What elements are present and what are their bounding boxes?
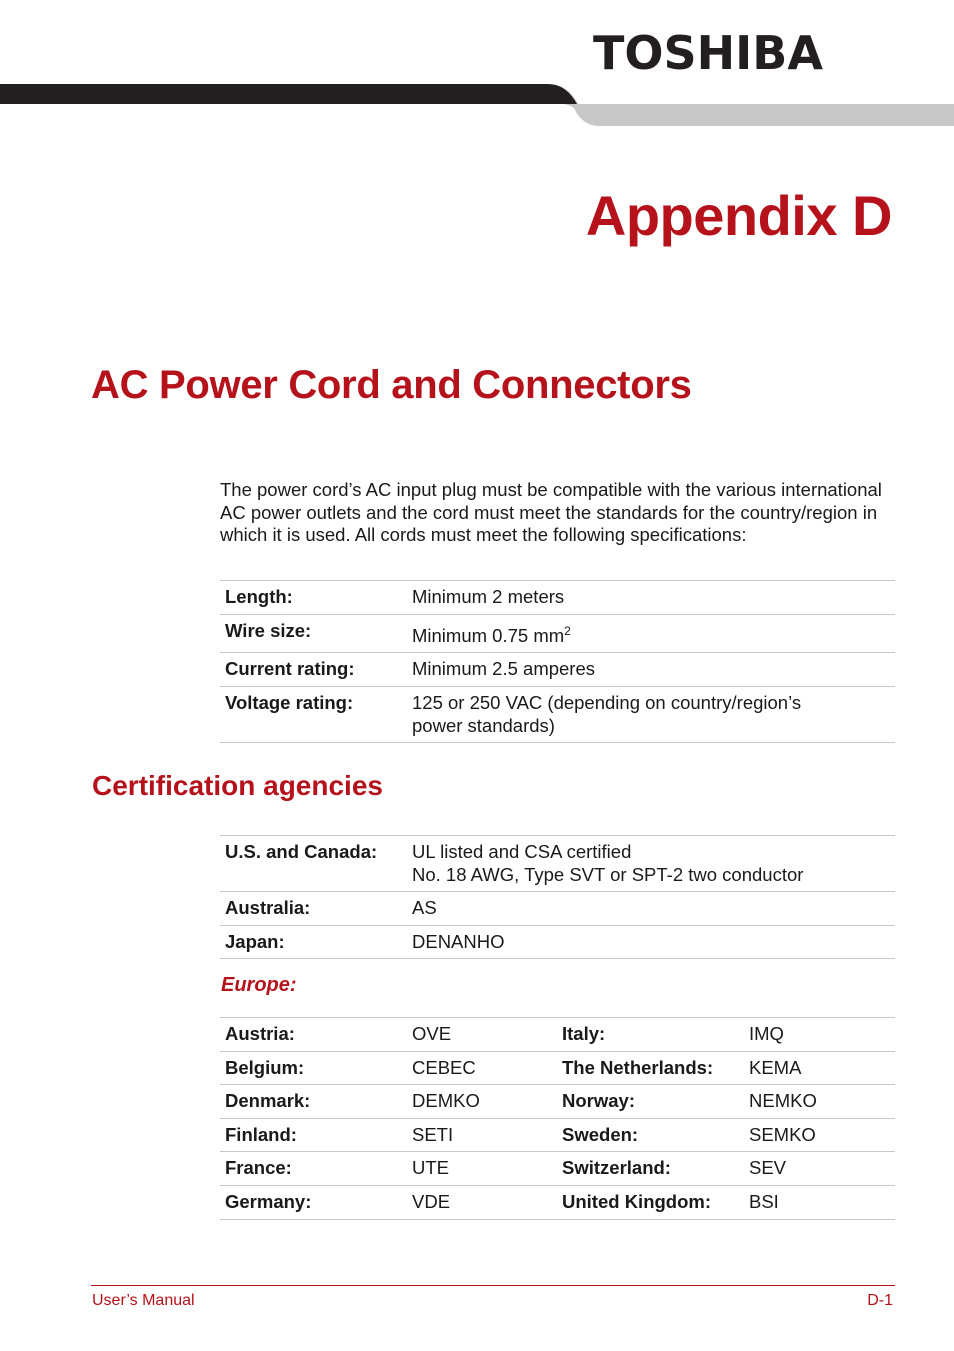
country-label: Italy: <box>557 1018 744 1052</box>
agency-code: KEMA <box>744 1051 895 1085</box>
spec-table <box>220 580 895 743</box>
agency-value-line: No. 18 AWG, Type SVT or SPT-2 two conductor <box>412 863 804 885</box>
agencies-table <box>220 835 895 959</box>
country-label: The Netherlands: <box>557 1051 744 1085</box>
spec-value-text: Minimum 0.75 mm <box>412 624 565 646</box>
spec-value: Minimum 2.5 amperes <box>407 653 895 687</box>
table-row <box>220 1118 895 1152</box>
country-label: Switzerland: <box>557 1152 744 1186</box>
section-title: AC Power Cord and Connectors <box>91 363 692 407</box>
spec-label: Length: <box>220 581 407 615</box>
certification-title: Certification agencies <box>92 770 383 801</box>
table-row <box>220 1051 895 1085</box>
country-label: Norway: <box>557 1085 744 1119</box>
header-band <box>0 84 954 126</box>
agency-value: AS <box>407 892 895 926</box>
table-row <box>220 653 895 687</box>
intro-paragraph: The power cord’s AC input plug must be compatible with the various international AC power outlets and the cord must meet the standards for the country/region in which it is used. All cords must meet the following specifications: <box>220 479 882 546</box>
country-label: United Kingdom: <box>557 1185 744 1219</box>
footer-manual-title: User’s Manual <box>92 1292 195 1309</box>
table-row <box>220 1085 895 1119</box>
agency-label: Japan: <box>220 925 407 959</box>
agency-value <box>407 836 895 892</box>
chapter-title: Appendix D <box>585 184 892 247</box>
agency-code: SEMKO <box>744 1118 895 1152</box>
agency-code: DEMKO <box>407 1085 557 1119</box>
table-row <box>220 614 895 653</box>
footer-divider <box>91 1285 895 1286</box>
spec-value-line: power standards) <box>412 714 555 736</box>
agency-value: DENANHO <box>407 925 895 959</box>
table-row <box>220 1152 895 1186</box>
spec-value <box>407 686 895 742</box>
agency-code: SETI <box>407 1118 557 1152</box>
country-label: Belgium: <box>220 1051 407 1085</box>
spec-value-line: 125 or 250 VAC (depending on country/region’s <box>412 691 802 713</box>
agency-code: CEBEC <box>407 1051 557 1085</box>
table-row <box>220 1018 895 1052</box>
spec-value: Minimum 2 meters <box>407 581 895 615</box>
spec-label: Voltage rating: <box>220 686 407 742</box>
country-label: Sweden: <box>557 1118 744 1152</box>
agency-code: BSI <box>744 1185 895 1219</box>
agency-label: Australia: <box>220 892 407 926</box>
agency-code: VDE <box>407 1185 557 1219</box>
footer-page-number: D-1 <box>867 1292 893 1309</box>
agency-value-line: UL listed and CSA certified <box>412 841 632 862</box>
country-label: Germany: <box>220 1185 407 1219</box>
agency-label: U.S. and Canada: <box>220 836 407 892</box>
table-row <box>220 581 895 615</box>
europe-title: Europe: <box>221 974 297 996</box>
table-row <box>220 1185 895 1219</box>
spec-value <box>407 614 895 653</box>
agency-code: NEMKO <box>744 1085 895 1119</box>
spec-label: Wire size: <box>220 614 407 653</box>
country-label: Austria: <box>220 1018 407 1052</box>
table-row <box>220 925 895 959</box>
toshiba-logo <box>592 30 824 74</box>
agency-code: IMQ <box>744 1018 895 1052</box>
table-row <box>220 892 895 926</box>
europe-table <box>220 1017 895 1220</box>
country-label: Finland: <box>220 1118 407 1152</box>
agency-code: SEV <box>744 1152 895 1186</box>
table-row <box>220 836 895 892</box>
brand-text: TOSHIBA <box>593 30 824 74</box>
table-row <box>220 686 895 742</box>
superscript: 2 <box>564 623 571 638</box>
country-label: Denmark: <box>220 1085 407 1119</box>
country-label: France: <box>220 1152 407 1186</box>
spec-label: Current rating: <box>220 653 407 687</box>
agency-code: OVE <box>407 1018 557 1052</box>
agency-code: UTE <box>407 1152 557 1186</box>
